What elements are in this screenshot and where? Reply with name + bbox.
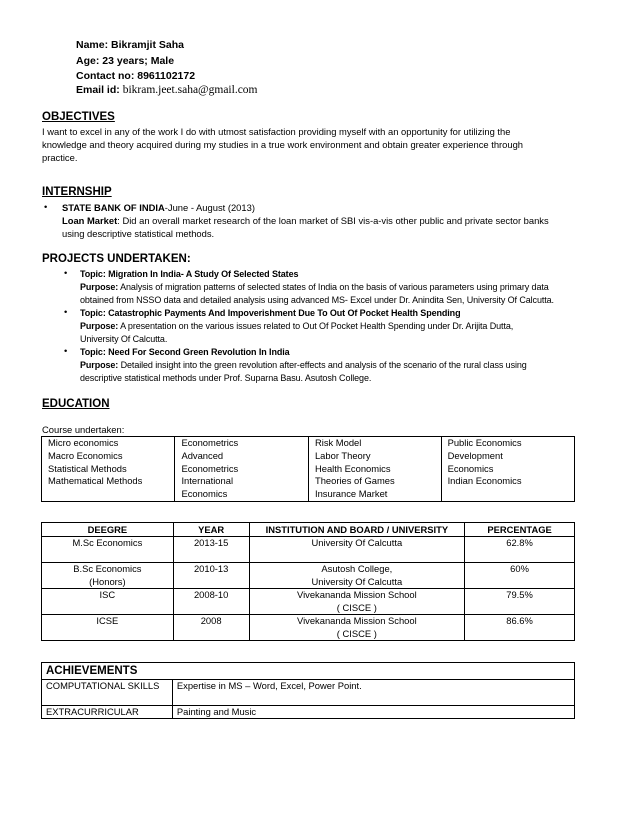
institution-text: Vivekananda Mission School [296, 589, 417, 600]
internship-company: STATE BANK OF INDIA [62, 202, 165, 213]
column-header: INSTITUTION AND BOARD / UNIVERSITY [249, 523, 465, 537]
institution-text: University Of Calcutta [311, 537, 403, 548]
course-item: Mathematical Methods [48, 475, 143, 487]
table-row [42, 706, 575, 719]
course-column-1 [42, 437, 175, 502]
project-3-line-2: descriptive statistical methods under Prof. Suparna Basu. Asutosh College. [80, 373, 372, 383]
internship-heading: INTERNSHIP [42, 186, 112, 198]
internship-project-label: Loan Market [62, 215, 118, 226]
contact-value: 8961102172 [137, 70, 196, 82]
course-item: Development [447, 449, 503, 461]
degree-cell [42, 615, 174, 641]
table-row [42, 563, 575, 589]
objectives-line-3: practice. [42, 152, 78, 163]
course-item: Health Economics [314, 462, 391, 474]
course-item: Econometrics [181, 462, 239, 474]
course-item: Risk Model [314, 437, 362, 448]
column-header: YEAR [173, 523, 249, 537]
contact-line [76, 70, 195, 82]
project-3-bullet: • [64, 345, 68, 356]
institution-cell [249, 615, 465, 641]
email-label: Email id: [76, 84, 120, 96]
table-header-row [42, 523, 575, 537]
percentage-cell: 62.8% [465, 537, 575, 563]
percentage-cell: 86.6% [465, 615, 575, 641]
course-item: Theories of Games [314, 475, 395, 487]
table-row [42, 615, 575, 641]
course-item: Economics [447, 462, 494, 474]
institution-cell [249, 589, 465, 615]
table-row [42, 537, 575, 563]
course-item: Micro economics [48, 437, 119, 448]
course-column-3 [308, 437, 441, 502]
institution-cell [249, 537, 465, 563]
course-item: Statistical Methods [48, 462, 127, 474]
percentage-cell: 79.5% [465, 589, 575, 615]
course-column-4 [441, 437, 574, 502]
column-header: DEEGRE [42, 523, 174, 537]
degree-text: M.Sc Economics [72, 537, 143, 548]
courses-table [41, 436, 575, 502]
project-3-line-1 [80, 360, 527, 370]
achievements-table [41, 662, 575, 719]
course-item: Insurance Market [314, 488, 388, 500]
achievement-label: COMPUTATIONAL SKILLS [42, 680, 173, 706]
name-value: Bikramjit Saha [111, 39, 184, 51]
course-item: Labor Theory [314, 449, 371, 461]
course-item: International [181, 475, 234, 487]
objectives-line-1: I want to excel in any of the work I do with utmost satisfaction providing myself with an opportunity for utilizing the [42, 126, 511, 137]
name-line [76, 39, 184, 51]
age-label: Age: [76, 55, 100, 67]
degree-text: (Honors) [89, 575, 126, 587]
name-label: Name: [76, 39, 109, 51]
internship-period: -June - August (2013) [164, 202, 255, 213]
project-1-bullet: • [64, 267, 68, 278]
objectives-line-2: knowledge and theory acquired during my studies in a true work environment and obtain greater experience through [42, 139, 524, 150]
project-2-bullet: • [64, 306, 68, 317]
course-item: Economics [181, 488, 228, 500]
email-value: bikram.jeet.saha@gmail.com [122, 84, 258, 96]
course-item: Indian Economics [447, 475, 522, 487]
year-cell: 2010-13 [173, 563, 249, 589]
project-1-line-2: obtained from NSSO data and detailed analysis using advanced MS- Excel under Dr. Anindita Sen, University Of Calcutta. [80, 295, 554, 305]
institution-cell [249, 563, 465, 589]
project-1-line-1 [80, 282, 549, 292]
institution-text: ( CISCE ) [336, 601, 377, 613]
project-2-topic: Topic: Catastrophic Payments And Impoverishment Due To Out Of Pocket Health Spending [80, 308, 461, 318]
courses-label: Course undertaken: [42, 424, 125, 435]
project-2-line-1 [80, 321, 513, 331]
objectives-heading: OBJECTIVES [42, 111, 115, 123]
purpose-label: Purpose: [80, 360, 119, 370]
purpose-label: Purpose: [80, 282, 119, 292]
project-2-desc-1: A presentation on the various issues related to Out Of Pocket Health Spending under Dr. Arijita Dutta, [118, 321, 514, 331]
institution-text: Vivekananda Mission School [296, 615, 417, 626]
degrees-table [41, 522, 575, 641]
degree-text: ICSE [96, 615, 119, 626]
projects-heading: PROJECTS UNDERTAKEN: [42, 253, 191, 265]
percentage-cell: 60% [465, 563, 575, 589]
degree-text: B.Sc Economics [73, 563, 142, 574]
table-row [42, 680, 575, 706]
project-2-line-2: University Of Calcutta. [80, 334, 168, 344]
degree-cell [42, 589, 174, 615]
course-item: Advanced [181, 449, 224, 461]
year-cell: 2013-15 [173, 537, 249, 563]
year-cell: 2008 [173, 615, 249, 641]
institution-text: University Of Calcutta [311, 575, 403, 587]
project-1-topic: Topic: Migration In India- A Study Of Selected States [80, 269, 299, 279]
internship-title [62, 202, 255, 213]
age-line [76, 55, 174, 67]
internship-desc-1: : Did an overall market research of the loan market of SBI vis-a-vis other public and private sector banks [117, 215, 549, 226]
course-item: Macro Economics [48, 449, 123, 461]
project-3-topic: Topic: Need For Second Green Revolution In India [80, 347, 290, 357]
course-column-2 [175, 437, 309, 502]
purpose-label: Purpose: [80, 321, 119, 331]
project-3-desc-1: Detailed insight into the green revolution after-effects and analysis of the scenario of the rural class using [118, 360, 527, 370]
course-item: Public Economics [447, 437, 522, 448]
year-cell: 2008-10 [173, 589, 249, 615]
email-line [76, 84, 258, 96]
degree-text: ISC [99, 589, 116, 600]
course-item: Econometrics [181, 437, 239, 448]
column-header: PERCENTAGE [465, 523, 575, 537]
table-row [42, 589, 575, 615]
education-heading: EDUCATION [42, 398, 110, 410]
internship-desc-line-2: using descriptive statistical methods. [62, 228, 215, 239]
degree-cell [42, 537, 174, 563]
internship-desc-line-1 [62, 215, 549, 226]
achievements-title-row [42, 663, 575, 680]
achievement-value: Expertise in MS – Word, Excel, Power Point. [172, 680, 574, 706]
contact-label: Contact no: [76, 70, 135, 82]
project-1-desc-1: Analysis of migration patterns of selected states of India on the basis of various parameters using primary data [118, 282, 549, 292]
achievement-label: EXTRACURRICULAR [42, 706, 173, 719]
age-value: 23 years; Male [102, 55, 175, 67]
achievement-value: Painting and Music [172, 706, 574, 719]
achievements-heading: ACHIEVEMENTS [42, 663, 575, 680]
institution-text: ( CISCE ) [336, 627, 377, 639]
institution-text: Asutosh College, [321, 563, 393, 574]
internship-bullet: • [44, 201, 48, 212]
degree-cell [42, 563, 174, 589]
